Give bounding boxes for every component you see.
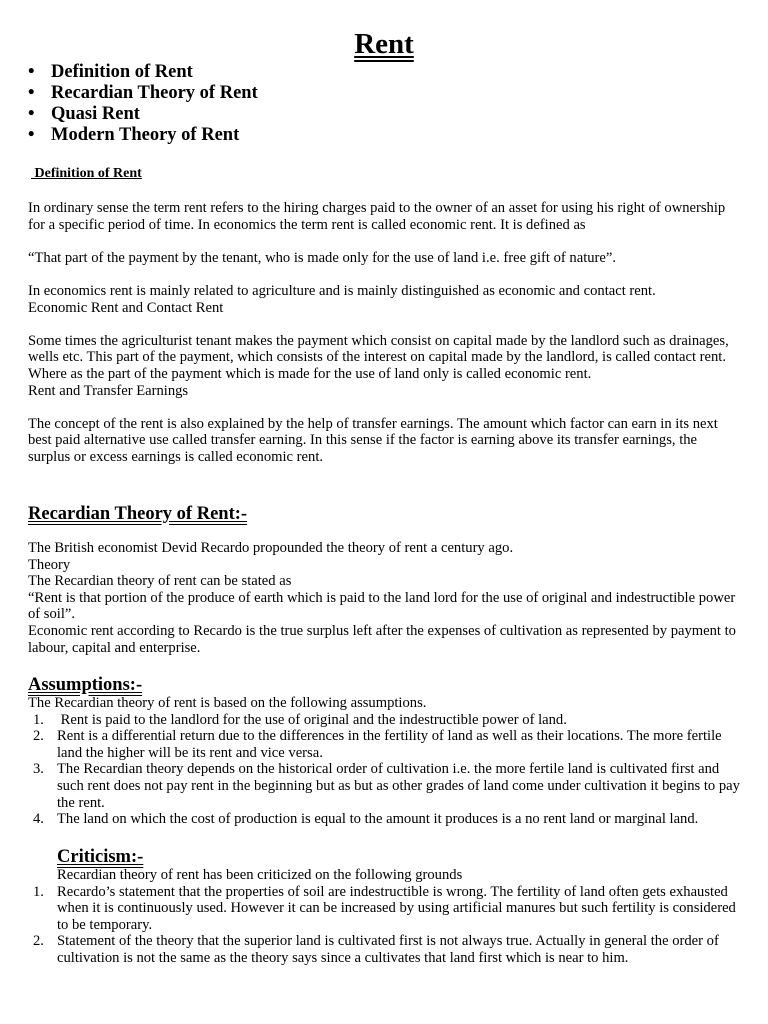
definition-heading: Definition of Rent [31, 166, 142, 181]
criticism-heading: Criticism:- [57, 847, 144, 867]
paragraph: In ordinary sense the term rent refers to the hiring charges paid to the owner of an asset for using his right of ownership for a specific period of time. In economics the term rent is called economic rent. It is defined as [28, 200, 726, 233]
definition-section [28, 200, 740, 466]
list-item: 1. Rent is paid to the landlord for the use of original and the indestructible power of land. [33, 711, 567, 728]
recardian-heading: Recardian Theory of Rent:- [28, 504, 248, 524]
paragraph: Some times the agriculturist tenant makes the payment which consist on capital made by the landlord such as drainages, wells etc. This part of the payment, which consists of the interest on capital made by the landlord, is called contact rent. Where as the part of the payment which is made for the use of land only is called economic rent. [28, 332, 729, 382]
paragraph: Recardian theory of rent has been criticized on the following grounds [57, 867, 463, 883]
recardian-section [28, 540, 740, 656]
topic-item: • Modern Theory of Rent [28, 125, 258, 146]
paragraph: The Recardian theory of rent can be stated as [28, 573, 292, 590]
list-item: 1. Recardo’s statement that the properties of soil are indestructible is wrong. The fertility of land often gets exhausted when it is continuously used. However it can be increased by using artificial manures but such fertility is considered to be temporary. [33, 883, 736, 933]
criticism-section [28, 867, 740, 967]
paragraph: The Recardian theory of rent is based on the following assumptions. [28, 695, 427, 711]
paragraph: The British economist Devid Recardo propounded the theory of rent a century ago. [28, 540, 514, 556]
recardian-quote: “Rent is that portion of the produce of earth which is paid to the land lord for the use of original and indestructible power of soil”. [28, 589, 736, 623]
definition-quote: “That part of the payment by the tenant, who is made only for the use of land i.e. free gift of nature”. [28, 249, 617, 266]
paragraph: Theory [28, 556, 71, 573]
assumptions-section [28, 695, 740, 828]
document-title: Rent [354, 28, 414, 60]
topic-item: • Definition of Rent [28, 62, 258, 83]
paragraph: Economic rent according to Recardo is the true surplus left after the expenses of cultivation as represented by payment to labour, capital and enterprise. [28, 622, 736, 656]
assumptions-list [28, 712, 740, 828]
topic-list [28, 62, 258, 146]
criticism-list [28, 884, 740, 967]
topic-item: • Quasi Rent [28, 104, 258, 125]
paragraph: The concept of the rent is also explained by the help of transfer earnings. The amount which factor can earn in its next best paid alternative use called transfer earning. In this sense if the factor is earning above its transfer earnings, the surplus or excess earnings is called economic rent. [28, 415, 718, 465]
subheading: Rent and Transfer Earnings [28, 382, 189, 399]
topic-item: • Recardian Theory of Rent [28, 83, 258, 104]
list-item: 3. The Recardian theory depends on the historical order of cultivation i.e. the more fertile land is cultivated first and such rent does not pay rent in the beginning but as but as other grades of land come under cultivation it begins to pay the rent. [33, 761, 740, 811]
subheading: Economic Rent and Contact Rent [28, 299, 224, 316]
assumptions-heading: Assumptions:- [28, 675, 143, 695]
list-item: 2. Statement of the theory that the superior land is cultivated first is not always true. Actually in general the order of cultivation is not the same as the theory says since a cultivates that land first which is near to him. [33, 933, 719, 966]
paragraph: In economics rent is mainly related to agriculture and is mainly distinguished as economic and contact rent. [28, 282, 656, 299]
list-item: 2. Rent is a differential return due to the differences in the fertility of land as well as their locations. The more fertile land the higher will be its rent and vice versa. [33, 728, 722, 761]
list-item: 4. The land on which the cost of production is equal to the amount it produces is a no rent land or marginal land. [33, 811, 699, 828]
